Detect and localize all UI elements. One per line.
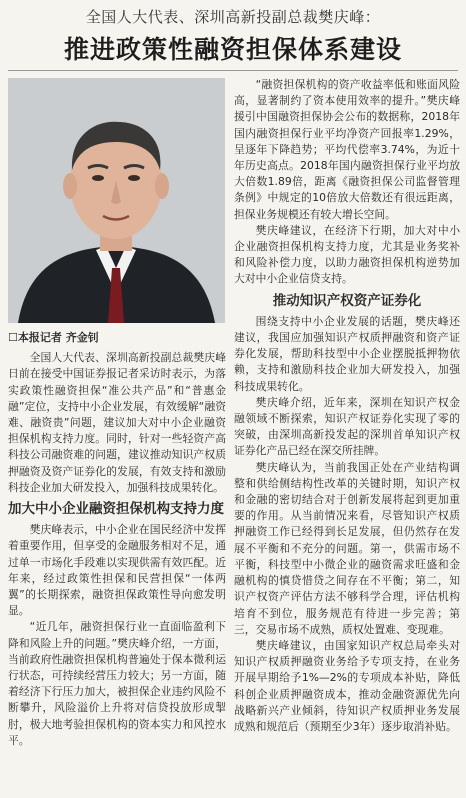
paragraph: “融资担保机构的资产收益率低和账面风险高，显著制约了资本使用效率的提升。”樊庆峰援引中国融资担保协会公布的数据称，2018年国内融资担保行业平均净资产回报率1.29%，呈逐年下降趋势；平均代偿率3.74%，为近十年历史高点。2018年国内融资担保行业平均放大倍数1.89倍，距离《融资担保公司监督管理条例》中规定的10倍放大倍数还有很远距离，担保业务规模还有较大增长空间。 xyxy=(234,78,460,221)
header-rule xyxy=(8,70,458,71)
paragraph: 樊庆峰介绍，近年来，深圳在知识产权金融领域不断探索，知识产权证券化实现了零的突破，由深圳高新投发起的深圳首单知识产权证券化产品已经在深交所挂牌。 xyxy=(234,395,460,458)
section-heading-2: 推动知识产权资产证券化 xyxy=(272,292,422,309)
paragraph: 樊庆峰表示，中小企业在国民经济中发挥着重要作用，但享受的金融服务相对不足，通过单一市场化手段难以实现供需有效匹配。近年来，经过政策性担保和民营担保“一体两翼”的长期探索，融资担保政策性导向愈发明显。 xyxy=(8,523,226,618)
left-column xyxy=(8,330,226,749)
article-kicker: 全国人大代表、深圳高新投副总裁樊庆峰： xyxy=(85,8,381,26)
portrait-illustration xyxy=(8,78,225,323)
paragraph: “近几年，融资担保行业一直面临盈利下降和风险上升的问题。”樊庆峰介绍，一方面，当前政府性融资担保机构普遍处于保本微利运行状态，可持续经营压力较大；另一方面，随着经济下行压力加大，被担保企业违约风险不断攀升，风险溢价上升将对信贷投放形成掣肘，极大地考验担保机构的资本实力和风控水平。 xyxy=(8,620,226,747)
paragraph: 樊庆峰认为，当前我国正处在产业结构调整和供给侧结构性改革的关键时期，知识产权和金融的密切结合对于创新发展将起到更加重要的作用。从当前情况来看，尽管知识产权质押融资工作已经得到长足发展，但仍然存在发展不平衡和不充分的问题。第一，供需市场不平衡，科技型中小微企业的融资需求旺盛和金融机构的慎贷惜贷之间存在不平衡；第二，知识产权资产评估方法不够科学合理，评估机构培育不到位，服务规范有待进一步完善；第三，交易市场不成熟，质权处置难、变现难。 xyxy=(234,460,460,636)
paragraph: 围绕支持中小企业发展的话题，樊庆峰还建议，我国应加强知识产权质押融资和资产证券化发展，帮助科技型中小企业摆脱抵押物依赖，支持和激励科技企业加大研发投入，加强科技成果转化。 xyxy=(234,314,460,393)
paragraph: 樊庆峰建议，在经济下行期，加大对中小企业融资担保机构支持力度，尤其是业务奖补和风险补偿力度，以助力融资担保机构逆势加大对中小企业信贷支持。 xyxy=(234,223,460,286)
section-heading-1: 加大中小企业融资担保机构支持力度 xyxy=(8,501,224,518)
paragraph: 樊庆峰建议，由国家知识产权总局牵头对知识产权质押融资业务给予专项支持，在业务开展早期给予1%—2%的专项成本补贴，降低科创企业质押融资成本，推动金融资源优先向战略新兴产业倾斜，待知识产权质押业务发展成熟和规范后（预期至少3年）逐步取消补贴。 xyxy=(234,638,460,733)
right-column xyxy=(234,77,460,735)
intro-paragraph: 全国人大代表、深圳高新投副总裁樊庆峰日前在接受中国证券报记者采访时表示，为落实政策性融资担保“准公共产品”和“普惠金融”定位，支持中小企业发展，有效缓解“融资难、融资贵”问题，建议加大对中小企业融资担保机构支持力度。同时，针对一些轻资产高科技公司融资难的问题，建议推动知识产权质押融资及资产证券化的发展，有效支持和激励科技企业加大研发投入，加强科技成果转化。 xyxy=(8,351,226,494)
byline: ☐本报记者 齐金钊 xyxy=(8,331,99,344)
portrait-photo xyxy=(8,78,225,323)
article-headline: 推进政策性融资担保体系建设 xyxy=(63,35,402,64)
